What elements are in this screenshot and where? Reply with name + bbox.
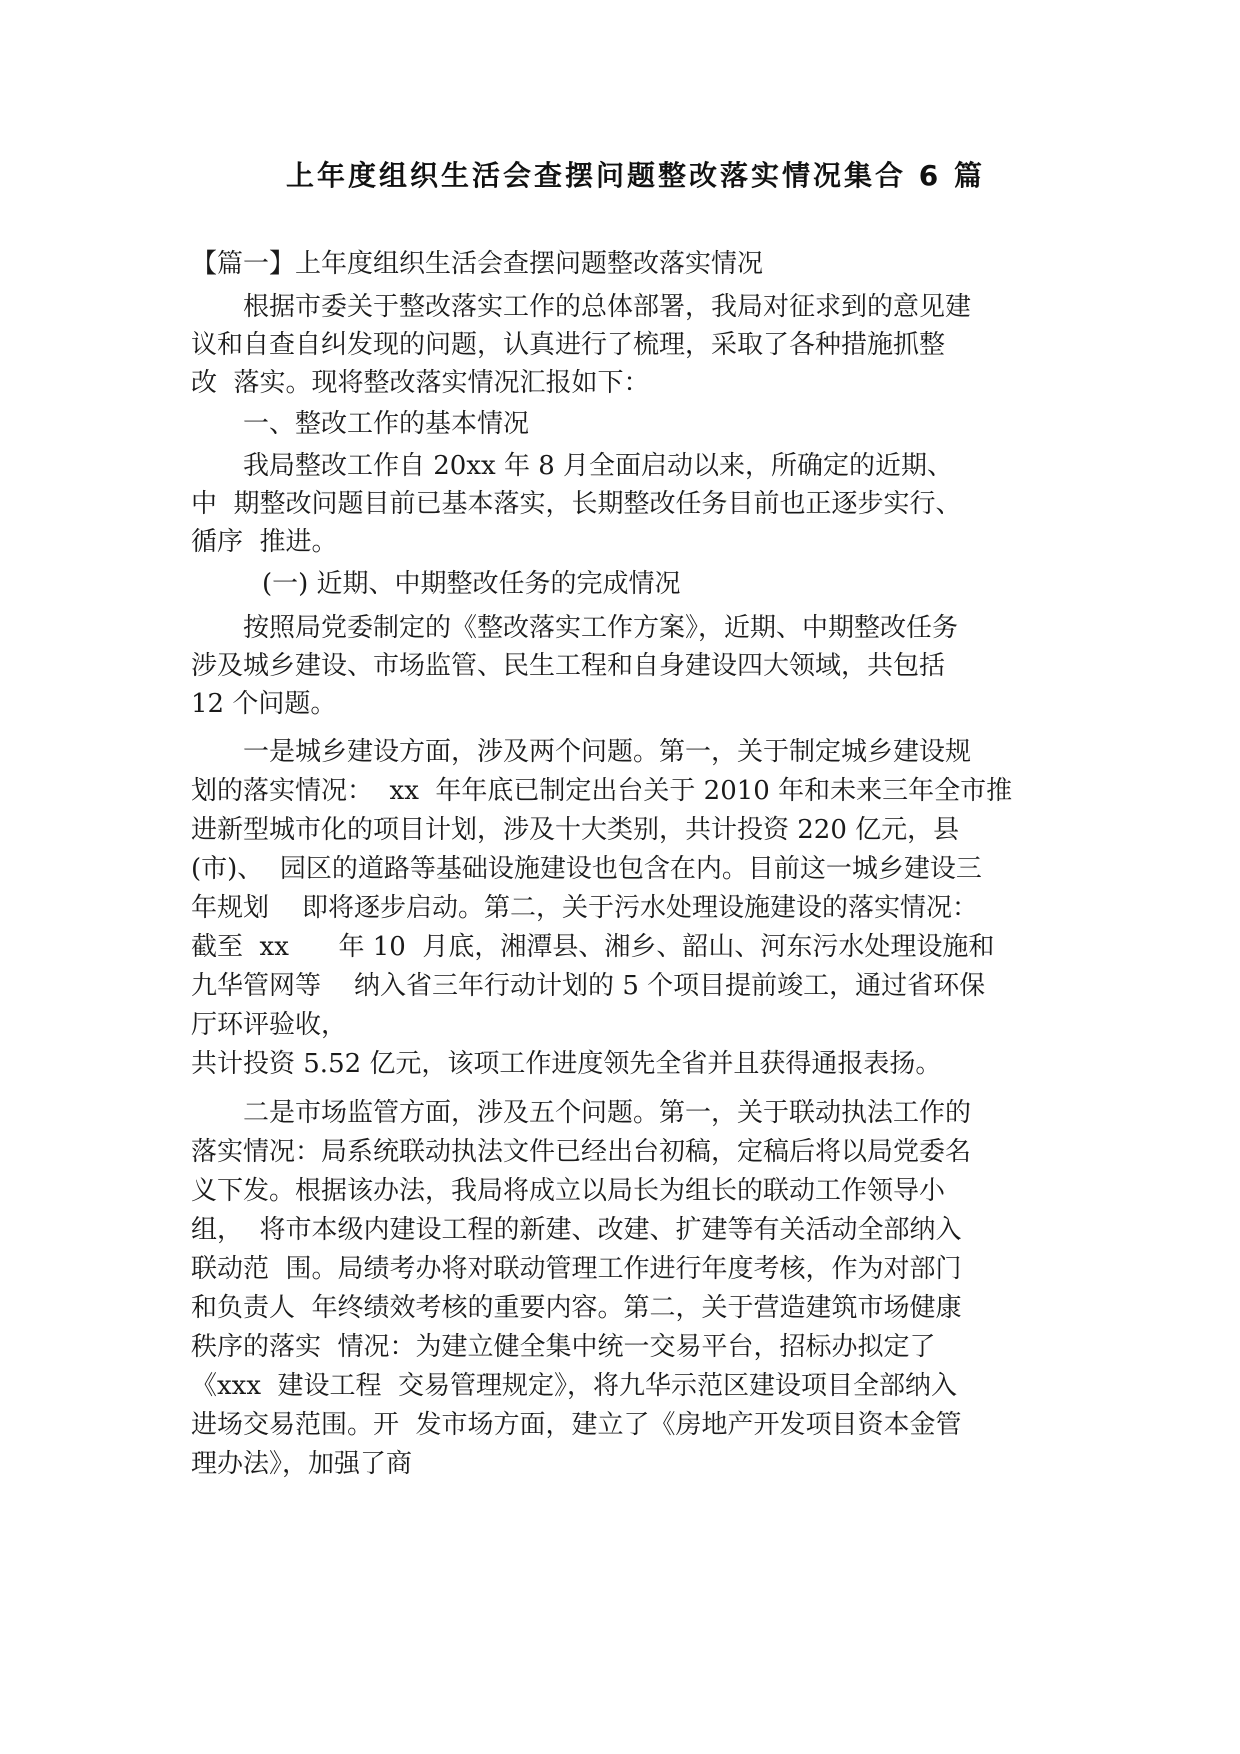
paragraph-line: 议和自查自纠发现的问题，认真进行了梳理，采取了各种措施抓整 [191,330,946,360]
paragraph-line: 划的落实情况： xx 年年底已制定出台关于 2010 年和未来三年全市推 [191,776,1013,806]
paragraph-line: 一是城乡建设方面，涉及两个问题。第一，关于制定城乡建设规 [243,737,972,767]
paragraph-line: 中 期整改问题目前已基本落实，长期整改任务目前也正逐步实行、 [191,489,962,519]
paragraph-line: 厅环评验收， [191,1010,348,1040]
paragraph-line: 共计投资 5.52 亿元，该项工作进度领先全省并且获得通报表扬。 [191,1049,942,1079]
paragraph-line: 按照局党委制定的《整改落实工作方案》，近期、中期整改任务 [243,613,959,643]
paragraph-line: (市)、 园区的道路等基础设施建设也包含在内。目前这一城乡建设三 [191,854,982,884]
paragraph-line: 涉及城乡建设、市场监管、民生工程和自身建设四大领域，共包括 [191,651,946,681]
paragraph-line: 进场交易范围。开 发市场方面，建立了《房地产开发项目资本金管 [191,1410,962,1440]
paragraph-line: 二是市场监管方面，涉及五个问题。第一，关于联动执法工作的 [243,1098,972,1128]
paragraph-line: 落实情况：局系统联动执法文件已经出台初稿，定稿后将以局党委名 [191,1137,972,1167]
subheading: 一、整改工作的基本情况 [243,409,530,439]
document-title: 上年度组织生活会查摆问题整改落实情况集合 6 篇 [286,159,985,192]
paragraph-line: 理办法》，加强了商 [191,1449,413,1479]
paragraph-line: 联动范 围。局绩考办将对联动管理工作进行年度考核，作为对部门 [191,1254,962,1284]
paragraph-line: 年规划 即将逐步启动。第二，关于污水处理设施建设的落实情况： [191,893,979,923]
paragraph-line: 秩序的落实 情况：为建立健全集中统一交易平台，招标办拟定了 [191,1332,936,1362]
paragraph-line: 和负责人 年终绩效考核的重要内容。第二，关于营造建筑市场健康 [191,1293,962,1323]
paragraph-line: 我局整改工作自 20xx 年 8 月全面启动以来，所确定的近期、 [243,451,954,481]
paragraph-line: 根据市委关于整改落实工作的总体部署，我局对征求到的意见建 [243,292,972,322]
paragraph-line: 截至 xx 年 10 月底，湘潭县、湘乡、韶山、河东污水处理设施和 [191,932,995,962]
section-heading: 【篇一】上年度组织生活会查摆问题整改落实情况 [191,249,764,279]
paragraph-line: 《xxx 建设工程 交易管理规定》，将九华示范区建设项目全部纳入 [191,1371,958,1401]
paragraph-line: 改 落实。现将整改落实情况汇报如下： [191,368,650,398]
subheading: (一) 近期、中期整改任务的完成情况 [262,569,681,599]
paragraph-line: 进新型城市化的项目计划，涉及十大类别，共计投资 220 亿元，县 [191,815,960,845]
paragraph-line: 九华管网等 纳入省三年行动计划的 5 个项目提前竣工，通过省环保 [191,971,986,1001]
paragraph-line: 12 个问题。 [191,689,337,719]
paragraph-line: 义下发。根据该办法，我局将成立以局长为组长的联动工作领导小 [191,1176,946,1206]
paragraph-line: 循序 推进。 [191,527,338,557]
paragraph-line: 组， 将市本级内建设工程的新建、改建、扩建等有关活动全部纳入 [191,1215,962,1245]
